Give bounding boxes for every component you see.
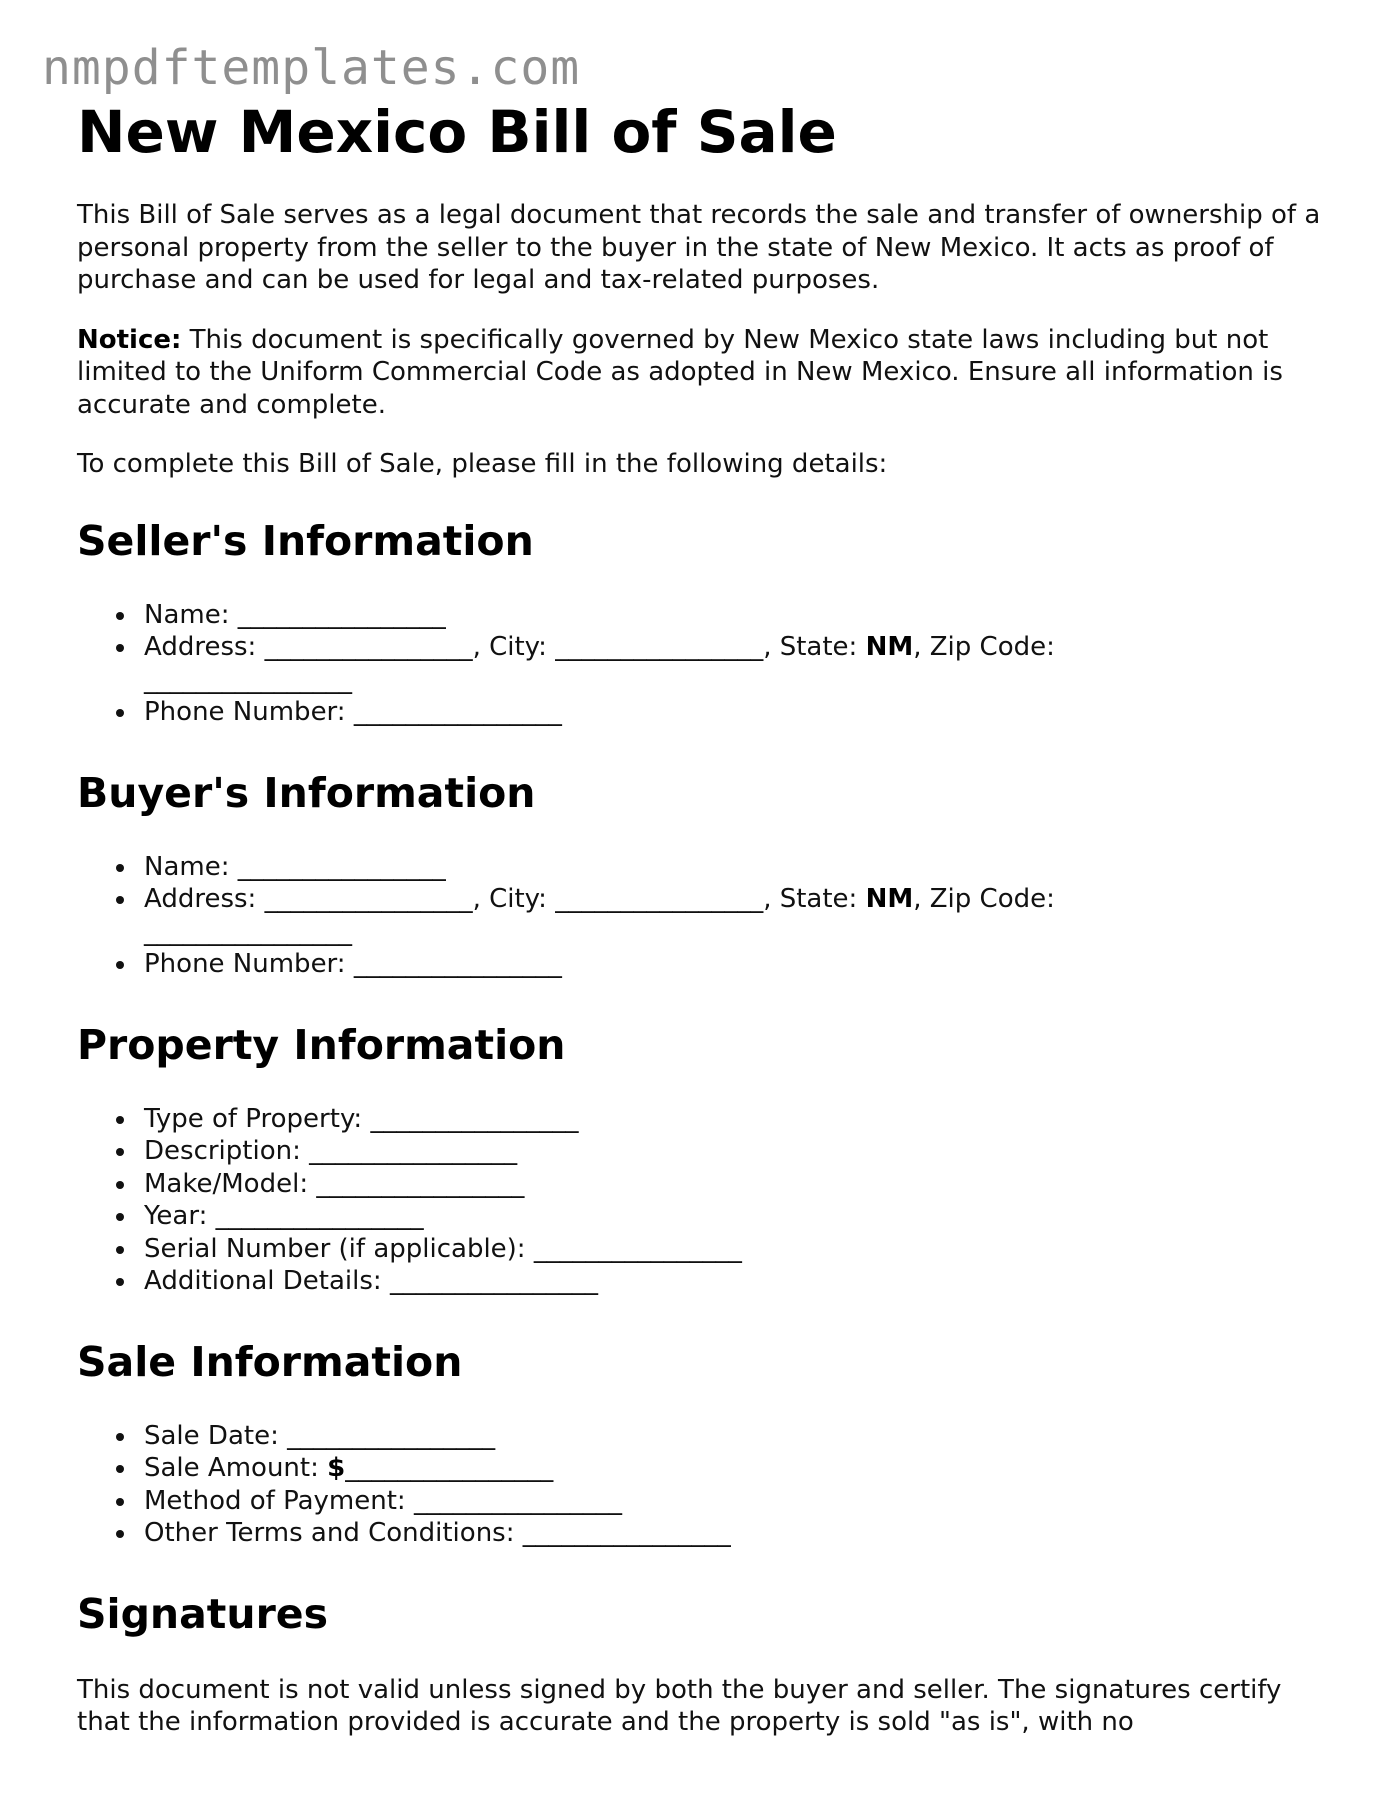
buyer-phone-field — [144, 948, 1204, 981]
sale-amount-label: Sale Amount: — [144, 1453, 328, 1483]
buyer-zip-label: , Zip Code: — [913, 884, 1055, 914]
instruction-paragraph: To complete this Bill of Sale, please fill in the following details: — [77, 449, 888, 479]
buyer-state-label: , State: — [763, 884, 866, 914]
seller-zip-label: , Zip Code: — [913, 632, 1055, 662]
seller-name-field — [144, 599, 1204, 632]
notice-paragraph — [77, 324, 1327, 422]
buyer-name-field — [144, 851, 1204, 884]
property-additional-field — [144, 1265, 1204, 1298]
sale-field-list — [77, 1420, 1327, 1550]
property-year-blank[interactable]: ________________ — [215, 1201, 424, 1231]
buyer-phone-label: Phone Number: — [144, 949, 354, 979]
seller-address-label: Address: — [144, 632, 265, 662]
sale-currency: $ — [327, 1453, 346, 1483]
sale-payment-field — [144, 1485, 1204, 1518]
property-additional-label: Additional Details: — [144, 1266, 390, 1296]
buyer-address-label: Address: — [144, 884, 265, 914]
property-serial-field — [144, 1233, 1204, 1266]
seller-heading: Seller's Information — [77, 516, 534, 565]
property-type-blank[interactable]: ________________ — [370, 1103, 579, 1134]
seller-name-blank[interactable]: ________________ — [237, 599, 446, 630]
property-year-field — [144, 1200, 1204, 1233]
buyer-address-blank[interactable]: ________________ — [264, 884, 473, 914]
property-year-label: Year: — [144, 1201, 216, 1231]
sale-amount-blank[interactable]: ________________ — [345, 1453, 554, 1483]
seller-zip-blank[interactable]: ________________ — [144, 664, 352, 695]
seller-city-blank[interactable]: ________________ — [555, 632, 764, 662]
property-description-label: Description: — [144, 1136, 310, 1166]
seller-phone-field — [144, 696, 1204, 729]
sale-payment-label: Method of Payment: — [144, 1485, 414, 1516]
property-make-model-field — [144, 1168, 1204, 1201]
sale-date-label: Sale Date: — [144, 1420, 288, 1451]
property-type-field — [144, 1103, 1204, 1136]
seller-city-label: , City: — [472, 632, 556, 662]
buyer-name-label: Name: — [144, 851, 238, 882]
watermark: nmpdftemplates.com — [42, 40, 581, 96]
sale-heading: Sale Information — [77, 1337, 463, 1386]
buyer-name-blank[interactable]: ________________ — [237, 851, 446, 882]
buyer-city-blank[interactable]: ________________ — [555, 884, 764, 914]
signatures-paragraph: This document is not valid unless signed by both the buyer and seller. The signatures certify that the information provided is accurate and the property is sold "as is", with no — [77, 1674, 1282, 1737]
seller-address-blank[interactable]: ________________ — [264, 632, 473, 662]
property-field-list — [77, 1103, 1327, 1298]
property-type-label: Type of Property: — [144, 1103, 371, 1134]
intro-paragraph: This Bill of Sale serves as a legal document that records the sale and transfer of ownership of a personal property from the seller to the buyer in the state of New Mexico. It acts as proof of purchase and can be used for legal and tax-related purposes. — [77, 200, 1321, 295]
seller-address-field — [144, 631, 1204, 696]
property-serial-label: Serial Number (if applicable): — [144, 1233, 534, 1264]
buyer-field-list — [77, 851, 1327, 981]
buyer-zip-blank[interactable]: ________________ — [144, 916, 352, 947]
seller-phone-blank[interactable]: ________________ — [353, 697, 562, 727]
buyer-state-value: NM — [865, 884, 914, 914]
property-make-model-blank[interactable]: ________________ — [316, 1168, 525, 1199]
property-description-field — [144, 1135, 1204, 1168]
seller-field-list — [77, 599, 1327, 729]
property-additional-blank[interactable]: ________________ — [389, 1266, 598, 1296]
document-page — [77, 96, 1327, 1739]
seller-phone-label: Phone Number: — [144, 697, 354, 727]
buyer-phone-blank[interactable]: ________________ — [353, 949, 562, 979]
buyer-heading: Buyer's Information — [77, 768, 536, 817]
sale-terms-field — [144, 1517, 1204, 1550]
property-make-model-label: Make/Model: — [144, 1168, 317, 1199]
sale-terms-label: Other Terms and Conditions: — [144, 1518, 523, 1548]
notice-label: Notice: — [77, 324, 182, 355]
property-serial-blank[interactable]: ________________ — [533, 1233, 742, 1264]
sale-date-blank[interactable]: ________________ — [287, 1420, 496, 1451]
sale-payment-blank[interactable]: ________________ — [413, 1485, 622, 1516]
property-description-blank[interactable]: ________________ — [309, 1136, 518, 1166]
seller-state-value: NM — [865, 632, 914, 662]
page-title: New Mexico Bill of Sale — [77, 98, 837, 166]
sale-terms-blank[interactable]: ________________ — [522, 1518, 731, 1548]
seller-name-label: Name: — [144, 599, 238, 630]
buyer-address-field — [144, 883, 1204, 948]
property-heading: Property Information — [77, 1020, 566, 1069]
signatures-heading: Signatures — [77, 1589, 329, 1638]
notice-text: This document is specifically governed by New Mexico state laws including but not limited to the Uniform Commercial Code as adopted in New Mexico. Ensure all information is accurate and complete. — [77, 324, 1283, 420]
seller-state-label: , State: — [763, 632, 866, 662]
buyer-city-label: , City: — [472, 884, 556, 914]
sale-date-field — [144, 1420, 1204, 1453]
sale-amount-field — [144, 1452, 1204, 1485]
